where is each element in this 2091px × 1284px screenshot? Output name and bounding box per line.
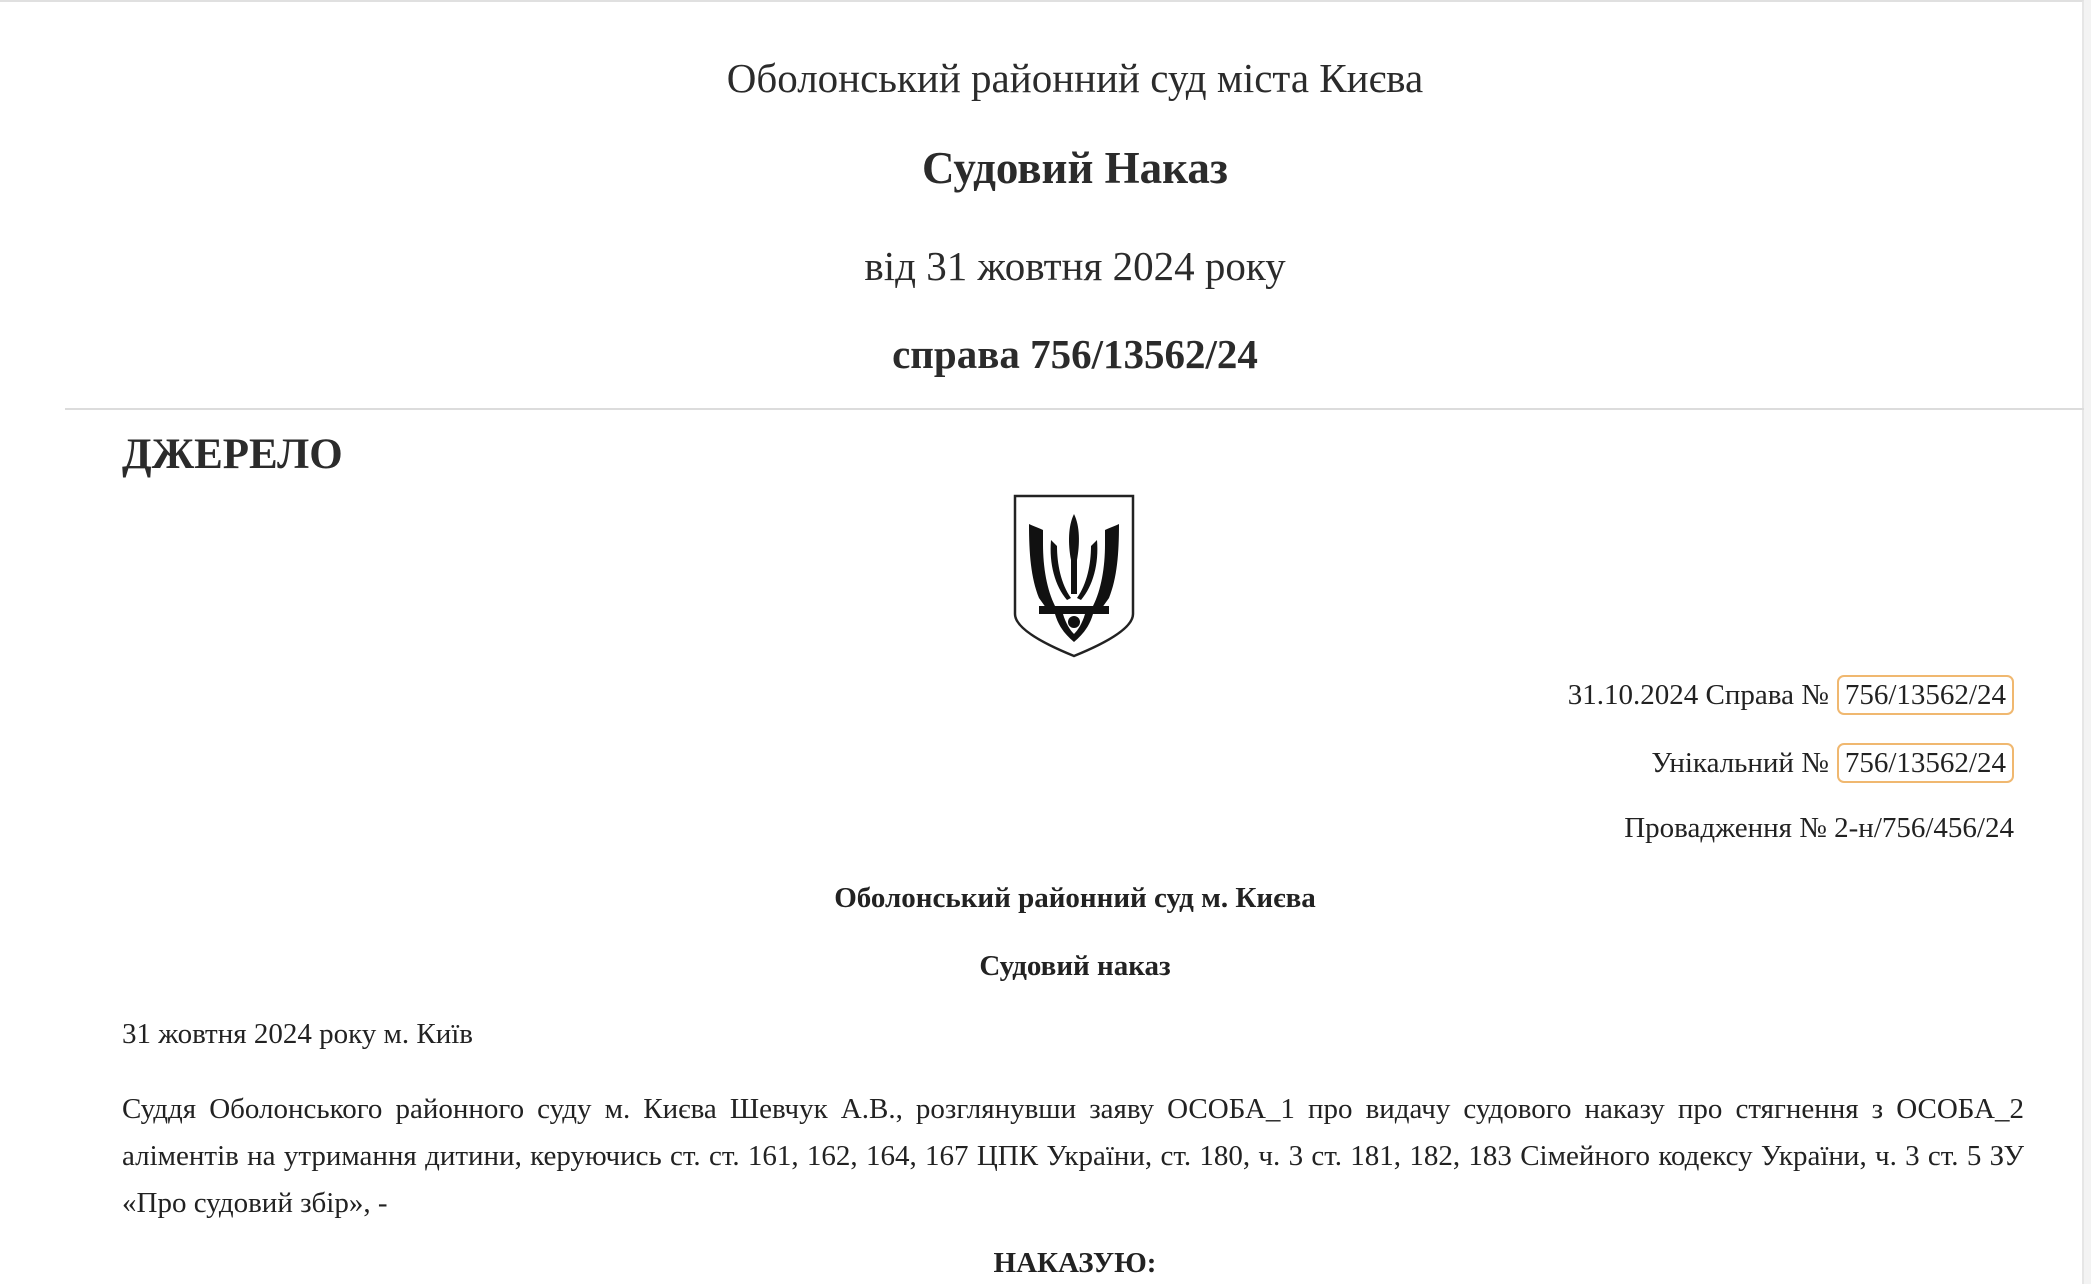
order-title: Судовий наказ	[979, 950, 1171, 982]
header-divider	[65, 408, 2084, 410]
place-date: 31 жовтня 2024 року м. Київ	[122, 1018, 473, 1050]
case-date-line	[1568, 675, 2014, 715]
order-paragraph: Суддя Оболонського районного суду м. Києва Шевчук А.В., розглянувши заяву ОСОБА_1 про видачу судового наказу про стягнення з ОСОБА_2 аліментів на утримання дитини, керуючись ст. ст. 161, 162, 164, 167 ЦПК України, ст. 180, ч. 3 ст. 181, 182, 183 Сімейного кодексу України, ч. 3 ст. 5 ЗУ «Про судовий збір», -	[122, 1093, 2024, 1219]
ukraine-coat-of-arms-icon	[1013, 494, 1135, 658]
document-date: від 31 жовтня 2024 року	[864, 243, 1286, 289]
document-title: Судовий Наказ	[922, 143, 1228, 193]
court-name: Оболонський районний суд м. Києва	[834, 882, 1316, 914]
source-heading: ДЖЕРЕЛО	[122, 431, 343, 478]
unique-number-link[interactable]: 756/13562/24	[1837, 743, 2014, 783]
unique-number-line	[1651, 743, 2014, 783]
orders-heading: НАКАЗУЮ:	[993, 1247, 1157, 1279]
unique-number-prefix: Унікальний №	[1651, 746, 1829, 779]
case-date-prefix: 31.10.2024 Справа №	[1567, 678, 1829, 711]
court-title: Оболонський районний суд міста Києва	[726, 55, 1424, 101]
case-number-heading: справа 756/13562/24	[892, 331, 1258, 377]
case-number-link[interactable]: 756/13562/24	[1837, 675, 2014, 715]
proceeding-number: Провадження № 2-н/756/456/24	[1624, 812, 2014, 844]
